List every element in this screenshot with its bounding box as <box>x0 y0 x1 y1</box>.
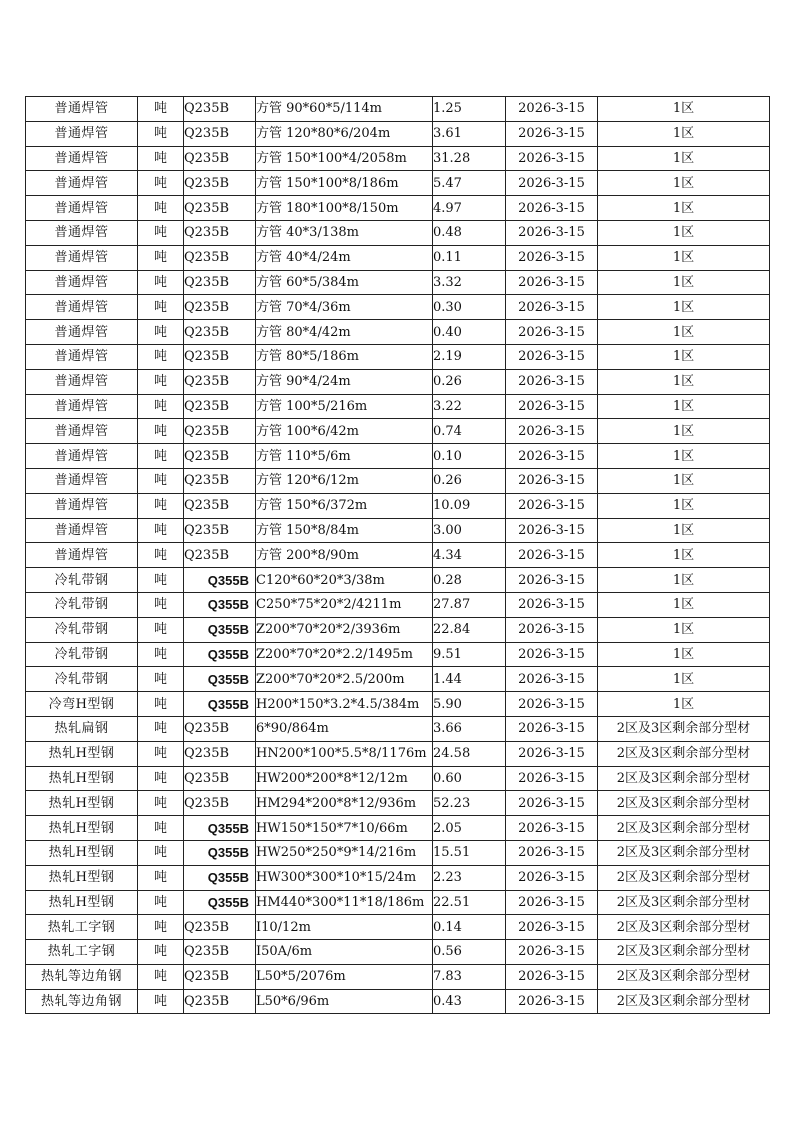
storage-area-cell: 1区 <box>598 444 770 469</box>
table-row <box>26 865 770 890</box>
unit-cell: 吨 <box>138 97 184 122</box>
weight-cell: 3.00 <box>433 518 506 543</box>
date-cell: 2026-3-15 <box>506 791 598 816</box>
date-cell: 2026-3-15 <box>506 692 598 717</box>
storage-area-cell: 2区及3区剩余部分型材 <box>598 816 770 841</box>
unit-cell: 吨 <box>138 394 184 419</box>
specification-cell: 方管 180*100*8/150m <box>256 196 433 221</box>
weight-cell: 0.74 <box>433 419 506 444</box>
weight-cell: 0.14 <box>433 915 506 940</box>
material-name-cell: 普通焊管 <box>26 493 138 518</box>
material-name-cell: 普通焊管 <box>26 196 138 221</box>
date-cell: 2026-3-15 <box>506 915 598 940</box>
date-cell: 2026-3-15 <box>506 196 598 221</box>
table-row <box>26 394 770 419</box>
weight-cell: 0.60 <box>433 766 506 791</box>
steel-grade-cell: Q355B <box>184 890 256 915</box>
material-name-cell: 热轧H型钢 <box>26 791 138 816</box>
storage-area-cell: 1区 <box>598 121 770 146</box>
material-name-cell: 普通焊管 <box>26 220 138 245</box>
steel-grade-cell: Q235B <box>184 270 256 295</box>
specification-cell: 6*90/864m <box>256 716 433 741</box>
unit-cell: 吨 <box>138 245 184 270</box>
steel-grade-cell: Q235B <box>184 295 256 320</box>
weight-cell: 3.22 <box>433 394 506 419</box>
specification-cell: HM294*200*8*12/936m <box>256 791 433 816</box>
table-row <box>26 741 770 766</box>
weight-cell: 52.23 <box>433 791 506 816</box>
storage-area-cell: 1区 <box>598 692 770 717</box>
steel-grade-cell: Q235B <box>184 245 256 270</box>
storage-area-cell: 1区 <box>598 196 770 221</box>
weight-cell: 15.51 <box>433 840 506 865</box>
steel-grade-cell: Q235B <box>184 220 256 245</box>
material-name-cell: 冷弯H型钢 <box>26 692 138 717</box>
storage-area-cell: 1区 <box>598 270 770 295</box>
material-name-cell: 普通焊管 <box>26 171 138 196</box>
steel-grade-cell: Q235B <box>184 791 256 816</box>
specification-cell: 方管 120*6/12m <box>256 468 433 493</box>
table-row <box>26 989 770 1014</box>
table-row <box>26 518 770 543</box>
specification-cell: HM440*300*11*18/186m <box>256 890 433 915</box>
material-name-cell: 普通焊管 <box>26 146 138 171</box>
table-row <box>26 320 770 345</box>
weight-cell: 5.90 <box>433 692 506 717</box>
material-name-cell: 热轧等边角钢 <box>26 964 138 989</box>
specification-cell: 方管 100*6/42m <box>256 419 433 444</box>
unit-cell: 吨 <box>138 667 184 692</box>
specification-cell: 方管 70*4/36m <box>256 295 433 320</box>
table-row <box>26 766 770 791</box>
weight-cell: 10.09 <box>433 493 506 518</box>
specification-cell: 方管 40*4/24m <box>256 245 433 270</box>
specification-cell: C250*75*20*2/4211m <box>256 592 433 617</box>
unit-cell: 吨 <box>138 196 184 221</box>
steel-grade-cell: Q355B <box>184 592 256 617</box>
material-name-cell: 普通焊管 <box>26 419 138 444</box>
storage-area-cell: 2区及3区剩余部分型材 <box>598 741 770 766</box>
table-row <box>26 220 770 245</box>
material-name-cell: 热轧H型钢 <box>26 890 138 915</box>
weight-cell: 1.44 <box>433 667 506 692</box>
specification-cell: Z200*70*20*2.5/200m <box>256 667 433 692</box>
table-row <box>26 543 770 568</box>
material-name-cell: 热轧等边角钢 <box>26 989 138 1014</box>
material-name-cell: 热轧H型钢 <box>26 816 138 841</box>
material-name-cell: 普通焊管 <box>26 518 138 543</box>
weight-cell: 27.87 <box>433 592 506 617</box>
unit-cell: 吨 <box>138 617 184 642</box>
material-name-cell: 普通焊管 <box>26 320 138 345</box>
weight-cell: 9.51 <box>433 642 506 667</box>
weight-cell: 0.28 <box>433 568 506 593</box>
steel-grade-cell: Q235B <box>184 97 256 122</box>
table-row <box>26 369 770 394</box>
date-cell: 2026-3-15 <box>506 592 598 617</box>
unit-cell: 吨 <box>138 121 184 146</box>
steel-grade-cell: Q235B <box>184 121 256 146</box>
date-cell: 2026-3-15 <box>506 964 598 989</box>
steel-grade-cell: Q235B <box>184 444 256 469</box>
steel-grade-cell: Q235B <box>184 741 256 766</box>
steel-grade-cell: Q235B <box>184 369 256 394</box>
material-name-cell: 热轧工字钢 <box>26 940 138 965</box>
date-cell: 2026-3-15 <box>506 369 598 394</box>
storage-area-cell: 2区及3区剩余部分型材 <box>598 840 770 865</box>
weight-cell: 22.51 <box>433 890 506 915</box>
weight-cell: 22.84 <box>433 617 506 642</box>
specification-cell: 方管 90*60*5/114m <box>256 97 433 122</box>
date-cell: 2026-3-15 <box>506 493 598 518</box>
table-row <box>26 840 770 865</box>
inventory-table <box>25 96 770 1014</box>
table-row <box>26 444 770 469</box>
steel-grade-cell: Q355B <box>184 840 256 865</box>
steel-grade-cell: Q235B <box>184 543 256 568</box>
date-cell: 2026-3-15 <box>506 642 598 667</box>
weight-cell: 0.30 <box>433 295 506 320</box>
specification-cell: I50A/6m <box>256 940 433 965</box>
table-row <box>26 940 770 965</box>
unit-cell: 吨 <box>138 816 184 841</box>
storage-area-cell: 1区 <box>598 97 770 122</box>
weight-cell: 2.05 <box>433 816 506 841</box>
unit-cell: 吨 <box>138 940 184 965</box>
storage-area-cell: 1区 <box>598 344 770 369</box>
specification-cell: 方管 150*6/372m <box>256 493 433 518</box>
unit-cell: 吨 <box>138 444 184 469</box>
unit-cell: 吨 <box>138 692 184 717</box>
table-row <box>26 344 770 369</box>
weight-cell: 1.25 <box>433 97 506 122</box>
table-row <box>26 295 770 320</box>
date-cell: 2026-3-15 <box>506 245 598 270</box>
storage-area-cell: 1区 <box>598 369 770 394</box>
material-name-cell: 普通焊管 <box>26 270 138 295</box>
storage-area-cell: 1区 <box>598 419 770 444</box>
date-cell: 2026-3-15 <box>506 816 598 841</box>
table-row <box>26 716 770 741</box>
date-cell: 2026-3-15 <box>506 865 598 890</box>
material-name-cell: 冷轧带钢 <box>26 592 138 617</box>
unit-cell: 吨 <box>138 369 184 394</box>
material-name-cell: 热轧H型钢 <box>26 741 138 766</box>
unit-cell: 吨 <box>138 468 184 493</box>
table-row <box>26 171 770 196</box>
date-cell: 2026-3-15 <box>506 667 598 692</box>
steel-grade-cell: Q355B <box>184 865 256 890</box>
unit-cell: 吨 <box>138 642 184 667</box>
specification-cell: HW150*150*7*10/66m <box>256 816 433 841</box>
material-name-cell: 冷轧带钢 <box>26 568 138 593</box>
storage-area-cell: 1区 <box>598 667 770 692</box>
table-row <box>26 419 770 444</box>
unit-cell: 吨 <box>138 295 184 320</box>
weight-cell: 24.58 <box>433 741 506 766</box>
steel-grade-cell: Q355B <box>184 692 256 717</box>
unit-cell: 吨 <box>138 989 184 1014</box>
specification-cell: HW300*300*10*15/24m <box>256 865 433 890</box>
weight-cell: 4.97 <box>433 196 506 221</box>
date-cell: 2026-3-15 <box>506 444 598 469</box>
material-name-cell: 普通焊管 <box>26 245 138 270</box>
storage-area-cell: 1区 <box>598 320 770 345</box>
material-name-cell: 普通焊管 <box>26 394 138 419</box>
storage-area-cell: 2区及3区剩余部分型材 <box>598 716 770 741</box>
material-name-cell: 热轧H型钢 <box>26 865 138 890</box>
storage-area-cell: 2区及3区剩余部分型材 <box>598 865 770 890</box>
specification-cell: 方管 150*8/84m <box>256 518 433 543</box>
material-name-cell: 普通焊管 <box>26 369 138 394</box>
table-row <box>26 245 770 270</box>
storage-area-cell: 1区 <box>598 171 770 196</box>
specification-cell: Z200*70*20*2.2/1495m <box>256 642 433 667</box>
storage-area-cell: 1区 <box>598 394 770 419</box>
unit-cell: 吨 <box>138 270 184 295</box>
weight-cell: 0.56 <box>433 940 506 965</box>
storage-area-cell: 1区 <box>598 295 770 320</box>
unit-cell: 吨 <box>138 518 184 543</box>
storage-area-cell: 1区 <box>598 146 770 171</box>
storage-area-cell: 1区 <box>598 468 770 493</box>
steel-grade-cell: Q235B <box>184 344 256 369</box>
steel-grade-cell: Q355B <box>184 667 256 692</box>
storage-area-cell: 1区 <box>598 592 770 617</box>
weight-cell: 4.34 <box>433 543 506 568</box>
date-cell: 2026-3-15 <box>506 121 598 146</box>
material-name-cell: 普通焊管 <box>26 344 138 369</box>
table-row <box>26 97 770 122</box>
steel-grade-cell: Q235B <box>184 171 256 196</box>
material-name-cell: 热轧H型钢 <box>26 766 138 791</box>
storage-area-cell: 1区 <box>598 617 770 642</box>
material-name-cell: 冷轧带钢 <box>26 642 138 667</box>
table-row <box>26 468 770 493</box>
unit-cell: 吨 <box>138 865 184 890</box>
weight-cell: 3.61 <box>433 121 506 146</box>
table-row <box>26 791 770 816</box>
specification-cell: 方管 150*100*4/2058m <box>256 146 433 171</box>
unit-cell: 吨 <box>138 146 184 171</box>
unit-cell: 吨 <box>138 220 184 245</box>
unit-cell: 吨 <box>138 344 184 369</box>
material-name-cell: 冷轧带钢 <box>26 617 138 642</box>
unit-cell: 吨 <box>138 543 184 568</box>
steel-grade-cell: Q235B <box>184 989 256 1014</box>
table-row <box>26 692 770 717</box>
table-row <box>26 568 770 593</box>
table-row <box>26 667 770 692</box>
date-cell: 2026-3-15 <box>506 840 598 865</box>
unit-cell: 吨 <box>138 419 184 444</box>
specification-cell: L50*6/96m <box>256 989 433 1014</box>
specification-cell: 方管 200*8/90m <box>256 543 433 568</box>
weight-cell: 2.23 <box>433 865 506 890</box>
material-name-cell: 普通焊管 <box>26 97 138 122</box>
table-row <box>26 964 770 989</box>
table-row <box>26 890 770 915</box>
table-row <box>26 642 770 667</box>
steel-grade-cell: Q235B <box>184 766 256 791</box>
steel-grade-cell: Q355B <box>184 816 256 841</box>
steel-grade-cell: Q355B <box>184 568 256 593</box>
specification-cell: 方管 120*80*6/204m <box>256 121 433 146</box>
specification-cell: H200*150*3.2*4.5/384m <box>256 692 433 717</box>
steel-grade-cell: Q355B <box>184 617 256 642</box>
date-cell: 2026-3-15 <box>506 270 598 295</box>
weight-cell: 0.26 <box>433 468 506 493</box>
weight-cell: 0.40 <box>433 320 506 345</box>
specification-cell: 方管 60*5/384m <box>256 270 433 295</box>
material-name-cell: 热轧工字钢 <box>26 915 138 940</box>
storage-area-cell: 2区及3区剩余部分型材 <box>598 791 770 816</box>
table-row <box>26 816 770 841</box>
specification-cell: HW250*250*9*14/216m <box>256 840 433 865</box>
steel-grade-cell: Q235B <box>184 468 256 493</box>
specification-cell: 方管 150*100*8/186m <box>256 171 433 196</box>
unit-cell: 吨 <box>138 915 184 940</box>
date-cell: 2026-3-15 <box>506 568 598 593</box>
table-row <box>26 493 770 518</box>
table-row <box>26 915 770 940</box>
storage-area-cell: 1区 <box>598 245 770 270</box>
storage-area-cell: 1区 <box>598 220 770 245</box>
storage-area-cell: 2区及3区剩余部分型材 <box>598 989 770 1014</box>
storage-area-cell: 2区及3区剩余部分型材 <box>598 915 770 940</box>
specification-cell: I10/12m <box>256 915 433 940</box>
date-cell: 2026-3-15 <box>506 171 598 196</box>
material-name-cell: 冷轧带钢 <box>26 667 138 692</box>
material-name-cell: 热轧H型钢 <box>26 840 138 865</box>
unit-cell: 吨 <box>138 964 184 989</box>
date-cell: 2026-3-15 <box>506 890 598 915</box>
steel-grade-cell: Q235B <box>184 493 256 518</box>
unit-cell: 吨 <box>138 320 184 345</box>
storage-area-cell: 1区 <box>598 493 770 518</box>
material-name-cell: 普通焊管 <box>26 543 138 568</box>
steel-grade-cell: Q235B <box>184 518 256 543</box>
table-row <box>26 270 770 295</box>
material-name-cell: 热轧扁钢 <box>26 716 138 741</box>
table-row <box>26 617 770 642</box>
date-cell: 2026-3-15 <box>506 716 598 741</box>
weight-cell: 0.10 <box>433 444 506 469</box>
steel-grade-cell: Q355B <box>184 642 256 667</box>
steel-grade-cell: Q235B <box>184 964 256 989</box>
steel-grade-cell: Q235B <box>184 716 256 741</box>
unit-cell: 吨 <box>138 791 184 816</box>
unit-cell: 吨 <box>138 568 184 593</box>
specification-cell: C120*60*20*3/38m <box>256 568 433 593</box>
steel-grade-cell: Q235B <box>184 940 256 965</box>
inventory-table-body <box>26 97 770 1014</box>
date-cell: 2026-3-15 <box>506 146 598 171</box>
storage-area-cell: 1区 <box>598 543 770 568</box>
date-cell: 2026-3-15 <box>506 518 598 543</box>
table-row <box>26 592 770 617</box>
specification-cell: 方管 80*5/186m <box>256 344 433 369</box>
storage-area-cell: 2区及3区剩余部分型材 <box>598 964 770 989</box>
unit-cell: 吨 <box>138 171 184 196</box>
date-cell: 2026-3-15 <box>506 468 598 493</box>
date-cell: 2026-3-15 <box>506 344 598 369</box>
storage-area-cell: 1区 <box>598 568 770 593</box>
date-cell: 2026-3-15 <box>506 989 598 1014</box>
date-cell: 2026-3-15 <box>506 220 598 245</box>
steel-grade-cell: Q235B <box>184 320 256 345</box>
unit-cell: 吨 <box>138 840 184 865</box>
weight-cell: 7.83 <box>433 964 506 989</box>
unit-cell: 吨 <box>138 741 184 766</box>
unit-cell: 吨 <box>138 766 184 791</box>
specification-cell: L50*5/2076m <box>256 964 433 989</box>
date-cell: 2026-3-15 <box>506 419 598 444</box>
specification-cell: 方管 90*4/24m <box>256 369 433 394</box>
date-cell: 2026-3-15 <box>506 741 598 766</box>
steel-grade-cell: Q235B <box>184 394 256 419</box>
date-cell: 2026-3-15 <box>506 766 598 791</box>
storage-area-cell: 1区 <box>598 642 770 667</box>
weight-cell: 5.47 <box>433 171 506 196</box>
unit-cell: 吨 <box>138 493 184 518</box>
specification-cell: HN200*100*5.5*8/1176m <box>256 741 433 766</box>
date-cell: 2026-3-15 <box>506 97 598 122</box>
specification-cell: 方管 110*5/6m <box>256 444 433 469</box>
material-name-cell: 普通焊管 <box>26 444 138 469</box>
steel-grade-cell: Q235B <box>184 419 256 444</box>
storage-area-cell: 1区 <box>598 518 770 543</box>
storage-area-cell: 2区及3区剩余部分型材 <box>598 890 770 915</box>
unit-cell: 吨 <box>138 592 184 617</box>
date-cell: 2026-3-15 <box>506 543 598 568</box>
steel-grade-cell: Q235B <box>184 196 256 221</box>
date-cell: 2026-3-15 <box>506 320 598 345</box>
steel-grade-cell: Q235B <box>184 146 256 171</box>
weight-cell: 3.32 <box>433 270 506 295</box>
specification-cell: 方管 100*5/216m <box>256 394 433 419</box>
specification-cell: 方管 80*4/42m <box>256 320 433 345</box>
date-cell: 2026-3-15 <box>506 617 598 642</box>
date-cell: 2026-3-15 <box>506 394 598 419</box>
table-row <box>26 146 770 171</box>
weight-cell: 31.28 <box>433 146 506 171</box>
steel-grade-cell: Q235B <box>184 915 256 940</box>
weight-cell: 0.26 <box>433 369 506 394</box>
storage-area-cell: 2区及3区剩余部分型材 <box>598 940 770 965</box>
weight-cell: 0.11 <box>433 245 506 270</box>
table-row <box>26 121 770 146</box>
specification-cell: 方管 40*3/138m <box>256 220 433 245</box>
material-name-cell: 普通焊管 <box>26 468 138 493</box>
date-cell: 2026-3-15 <box>506 940 598 965</box>
material-name-cell: 普通焊管 <box>26 295 138 320</box>
storage-area-cell: 2区及3区剩余部分型材 <box>598 766 770 791</box>
date-cell: 2026-3-15 <box>506 295 598 320</box>
weight-cell: 2.19 <box>433 344 506 369</box>
material-name-cell: 普通焊管 <box>26 121 138 146</box>
unit-cell: 吨 <box>138 716 184 741</box>
weight-cell: 0.43 <box>433 989 506 1014</box>
table-row <box>26 196 770 221</box>
weight-cell: 0.48 <box>433 220 506 245</box>
specification-cell: HW200*200*8*12/12m <box>256 766 433 791</box>
unit-cell: 吨 <box>138 890 184 915</box>
weight-cell: 3.66 <box>433 716 506 741</box>
specification-cell: Z200*70*20*2/3936m <box>256 617 433 642</box>
